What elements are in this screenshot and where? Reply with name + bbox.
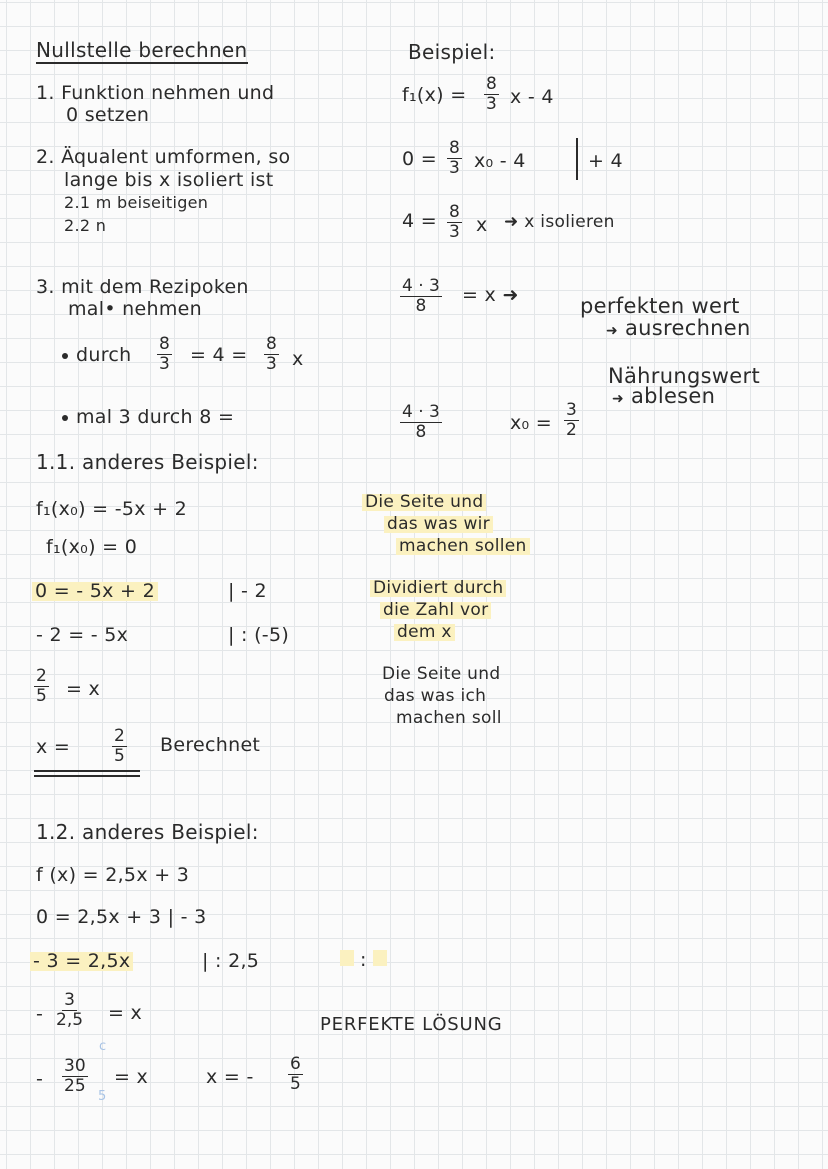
heading-nullstelle: Nullstelle berechnen [36,38,248,62]
colon-mark: : [340,950,387,970]
example1-eq4-lhs: x = [36,736,71,758]
right-f1-rhs: x - 4 [510,86,554,108]
double-underline [34,770,140,772]
bullet1-prefix: durch [76,344,132,366]
perfekte-loesung-label: PERFEKTE LÖSUNG [320,1014,503,1035]
right-eq2-rhs: x [476,214,488,236]
bullet-mal [62,408,234,427]
step2-line1: 2. Äqualent umformen, so [36,146,291,168]
example2-result: x = - [206,1066,254,1088]
step1-line1: 1. Funktion nehmen und [36,82,275,104]
note-naehr-2: ➜ ablesen [612,384,716,408]
note-naehr-1: Nährungswert [608,364,760,388]
right-x0-frac: $\frac{4 \cdot 3}{8}$ [402,402,440,442]
double-underline [34,775,140,777]
right-eq1-rhs: x₀ - 4 [474,150,526,172]
right-eq3-frac: $\frac{4 \cdot 3}{8}$ [402,276,440,316]
bullet2-text: mal 3 durch 8 = [76,406,235,428]
example2-eq2-op: | : 2,5 [202,950,260,972]
example1-eq3-rhs: = x [66,678,101,700]
step3-line2: mal• nehmen [68,298,202,320]
example2-heading: 1.2. anderes Beispiel: [36,820,259,844]
bullet-dot [62,415,68,421]
note-perfekt-1: perfekten wert [580,294,740,318]
example2-eq1: 0 = 2,5x + 3 | - 3 [36,906,207,928]
right-eq1-frac: $\frac{8}{3}$ [449,138,460,178]
example1-frac: $\frac{2}{5}$ [36,666,47,706]
right-eq1-op: + 4 [588,150,623,172]
example2-eq2: - 3 = 2,5x [30,952,133,971]
bullet1-frac-b: $\frac{8}{3}$ [266,334,277,374]
right-eq1-lhs: 0 = [402,148,437,170]
bullet1-x: x [292,348,304,370]
example2-eq3-rhs: = x [108,1002,143,1024]
example2-minus: - [36,1068,44,1090]
step2-sub1: 2.1 m beiseitigen [64,193,209,212]
step2-sub2: 2.2 n [64,216,107,235]
example1-note: Berechnet [160,734,261,756]
right-x0-frac-result: $\frac{3}{2}$ [566,400,577,440]
bullet1-frac-a: $\frac{8}{3}$ [159,334,170,374]
example2-eq4-rhs: = x [114,1066,149,1088]
bullet-dot [62,353,68,359]
step1-line2: 0 setzen [66,104,150,126]
example1-function-zero: f₁(x₀) = 0 [46,536,138,558]
example2-result-frac: $\frac{6}{5}$ [290,1054,301,1094]
example1-eq2: - 2 = - 5x [36,624,129,646]
example2-frac1: $\frac{3}{2,5}$ [56,990,84,1030]
example1-eq2-op: | : (-5) [228,624,290,646]
example2-small-5: 5 [98,1089,107,1104]
example2-minus: - [36,1003,44,1025]
step3-line1: 3. mit dem Rezipoken [36,276,249,298]
example2-small-c: c [99,1039,107,1054]
right-eq2-frac: $\frac{8}{3}$ [449,202,460,242]
right-f1-frac: $\frac{8}{3}$ [486,74,497,114]
example2-frac2: $\frac{30}{25}$ [64,1056,86,1096]
right-f1-lhs: f₁(x) = [402,84,467,106]
bullet1-mid: = 4 = [190,344,248,366]
example1-eq1-op: | - 2 [228,580,267,602]
example1-function: f₁(x₀) = -5x + 2 [36,498,188,520]
example1-heading: 1.1. anderes Beispiel: [36,450,259,474]
bullet-durch [62,346,132,365]
operation-bar [576,138,578,180]
right-x0-lhs: x₀ = [510,412,553,434]
step2-line2: lange bis x isoliert ist [64,169,274,191]
example1-result-frac: $\frac{2}{5}$ [114,726,125,766]
right-eq2-note: ➜ x isolieren [504,212,615,232]
right-heading: Beispiel: [408,40,496,64]
right-eq3-rhs: = x ➜ [462,284,519,306]
right-eq2-lhs: 4 = [402,210,437,232]
example2-function: f (x) = 2,5x + 3 [36,864,190,886]
note-perfekt-2: ➜ ausrechnen [606,316,751,340]
example1-eq1: 0 = - 5x + 2 [32,582,158,601]
